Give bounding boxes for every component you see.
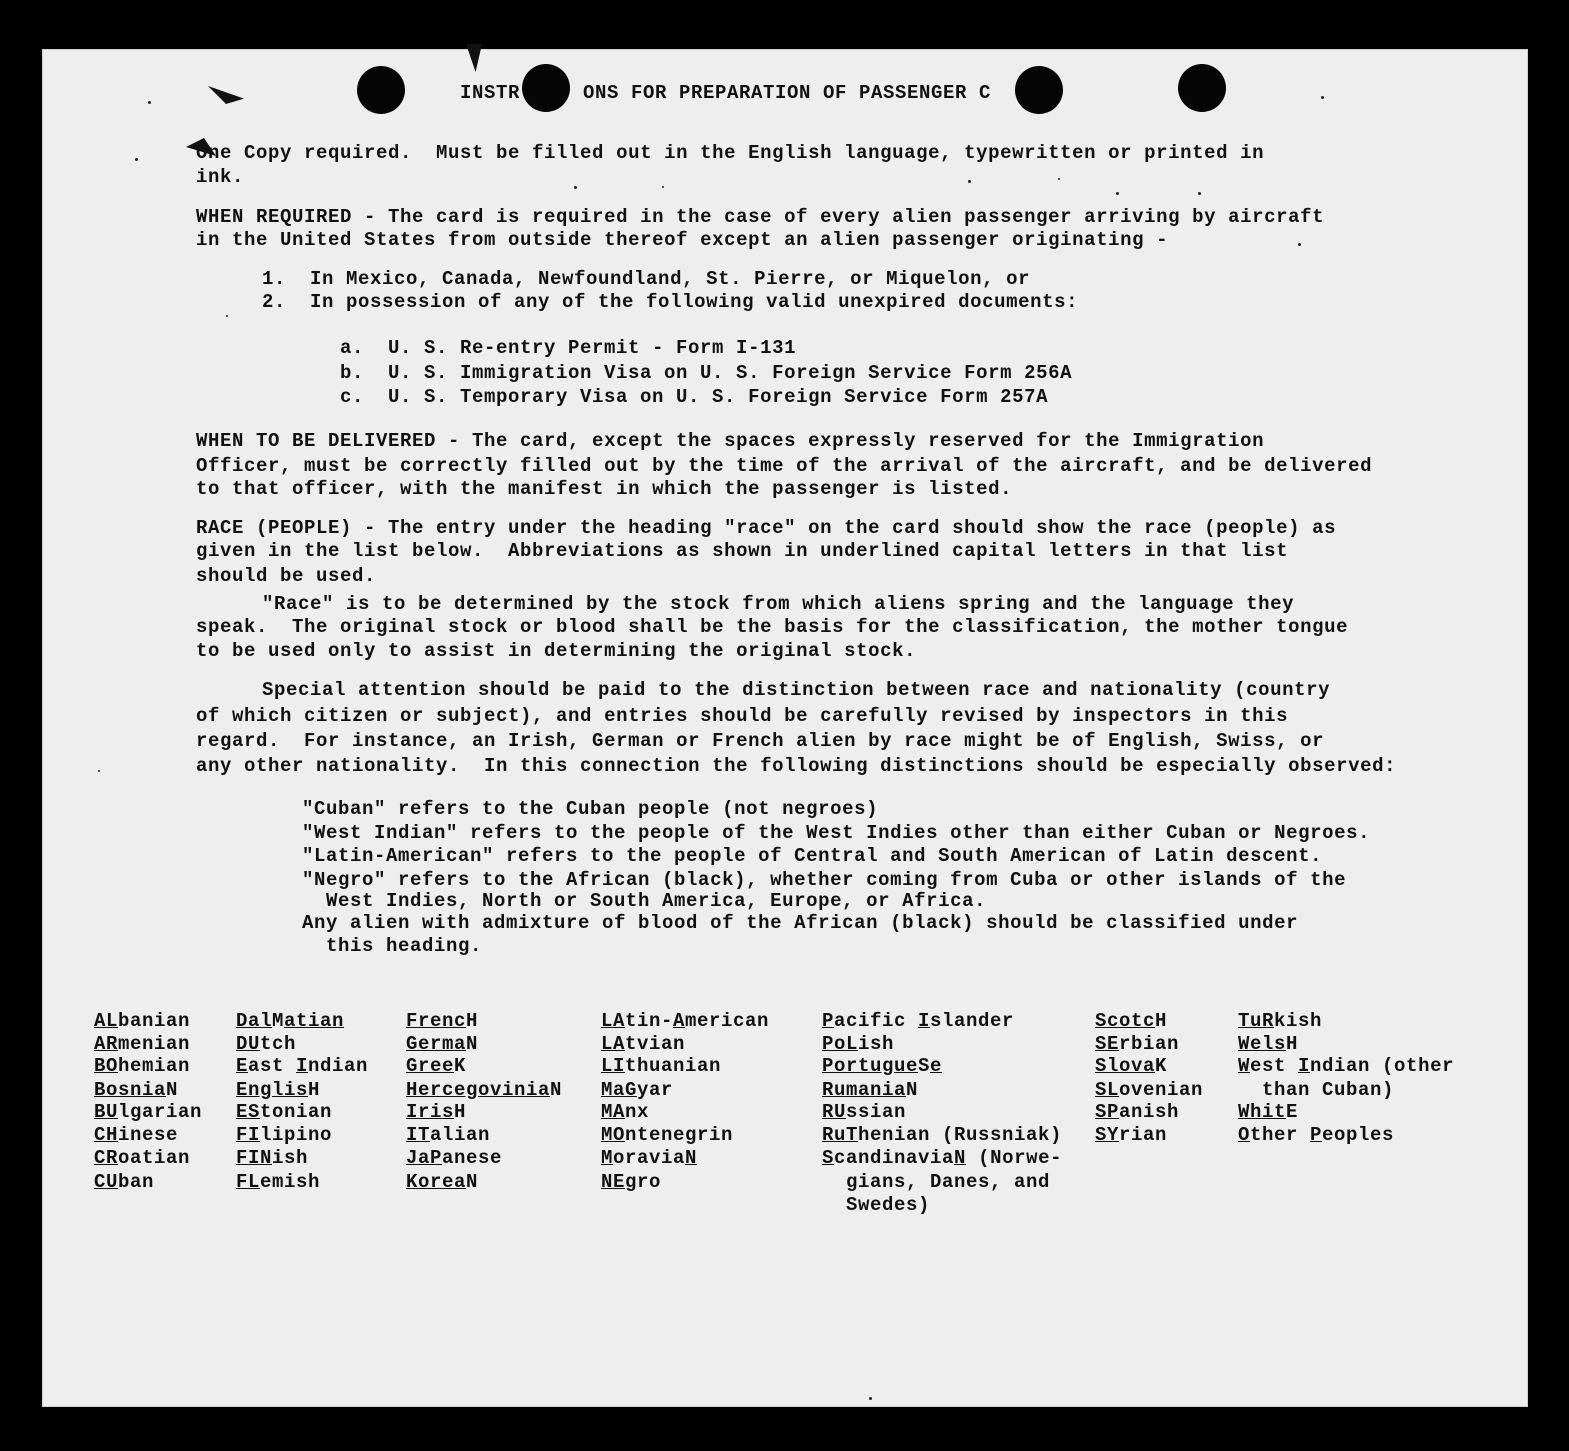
intro-line: One Copy required. Must be filled out in the English language, typewritten or printed in <box>196 142 1265 164</box>
race-name-text: ssian <box>846 1101 907 1123</box>
race-name-text: H <box>1286 1033 1299 1055</box>
race-line: RACE (PEOPLE) - The entry under the heading "race" on the card should show the race (people) as <box>196 517 1337 539</box>
race-name-text: N <box>906 1079 919 1101</box>
race-name-text: rbian <box>1119 1033 1180 1055</box>
abbreviation-letters: e <box>930 1055 943 1077</box>
race-list-item <box>1238 1033 1298 1055</box>
race-name-text: candinavia <box>834 1147 955 1169</box>
abbreviation-letters: FIN <box>236 1147 273 1169</box>
race-list-item <box>822 1010 1014 1032</box>
abbreviation-letters: Frenc <box>406 1010 467 1032</box>
scan-speck <box>869 1397 872 1400</box>
race-name-text: H <box>466 1010 479 1032</box>
race-name-text: kish <box>1274 1010 1323 1032</box>
abbreviation-letters: N <box>954 1147 967 1169</box>
race-list-item <box>236 1147 308 1169</box>
scan-speck <box>98 770 100 772</box>
race-list-item <box>601 1171 661 1193</box>
race-definition-line: "Race" is to be determined by the stock from which aliens spring and the language they <box>262 593 1295 615</box>
abbreviation-letters: FI <box>236 1124 261 1146</box>
abbreviation-letters: LI <box>601 1055 626 1077</box>
race-list-item <box>94 1033 190 1055</box>
abbreviation-letters: Portugue <box>822 1055 919 1077</box>
abbreviation-letters: BU <box>94 1101 119 1123</box>
race-list-item <box>1238 1010 1322 1032</box>
abbreviation-letters: Rumania <box>822 1079 907 1101</box>
race-list-item <box>1095 1010 1167 1032</box>
race-definition-line: to be used only to assist in determining the original stock. <box>196 640 917 662</box>
race-name-text: N <box>466 1171 479 1193</box>
abbreviation-letters: P <box>1310 1124 1323 1146</box>
race-list-item <box>406 1101 466 1123</box>
race-name-text: ast <box>248 1055 297 1077</box>
race-name-text: H <box>454 1101 467 1123</box>
race-name-text: merican <box>685 1010 770 1032</box>
when-required-item: 2. In possession of any of the following valid unexpired documents: <box>262 291 1079 313</box>
abbreviation-letters: Hercegovinia <box>406 1079 551 1101</box>
race-name-text: rian <box>1119 1124 1168 1146</box>
scan-speck <box>226 315 228 317</box>
race-list-item <box>94 1010 190 1032</box>
race-name-text: gro <box>625 1171 662 1193</box>
race-list-item <box>1095 1101 1179 1123</box>
abbreviation-letters: N <box>685 1147 698 1169</box>
abbreviation-letters: SP <box>1095 1101 1120 1123</box>
attention-line: any other nationality. In this connection the following distinctions should be especially observed: <box>196 755 1397 777</box>
document-item: a. U. S. Re-entry Permit - Form I-131 <box>340 337 797 359</box>
scan-speck <box>135 158 138 161</box>
race-name-text: ther <box>1250 1124 1311 1146</box>
abbreviation-letters: Scotc <box>1095 1010 1156 1032</box>
race-list-item <box>236 1171 320 1193</box>
distinction-line: this heading. <box>302 935 483 957</box>
abbreviation-letters: LA <box>601 1010 626 1032</box>
race-list-item <box>822 1124 1062 1146</box>
punch-hole <box>357 66 405 114</box>
race-list-item <box>94 1147 190 1169</box>
document-item: b. U. S. Immigration Visa on U. S. Foreign Service Form 256A <box>340 362 1073 384</box>
scan-speck <box>1298 243 1301 246</box>
distinction-line: "Cuban" refers to the Cuban people (not negroes) <box>302 798 879 820</box>
abbreviation-letters: PoL <box>822 1033 859 1055</box>
race-name-text: H <box>1155 1010 1168 1032</box>
race-name-text: ntenegrin <box>625 1124 734 1146</box>
abbreviation-letters: E <box>236 1055 249 1077</box>
abbreviation-letters: Korea <box>406 1171 467 1193</box>
abbreviation-letters: I <box>918 1010 931 1032</box>
scan-speck <box>1198 192 1201 195</box>
scan-speck <box>1321 96 1324 99</box>
scan-speck <box>662 186 664 188</box>
race-name-text: ish <box>272 1147 309 1169</box>
abbreviation-letters: RU <box>822 1101 847 1123</box>
scan-speck <box>1058 178 1060 180</box>
abbreviation-letters: SE <box>1095 1033 1120 1055</box>
race-list-item <box>1238 1124 1394 1146</box>
race-list-item <box>94 1055 190 1077</box>
abbreviation-letters: W <box>1238 1055 1251 1077</box>
race-name-text: oatian <box>118 1147 191 1169</box>
race-name-text: thuanian <box>625 1055 722 1077</box>
race-list-item <box>406 1010 478 1032</box>
race-name-text: tch <box>260 1033 297 1055</box>
race-list-item <box>822 1194 930 1216</box>
race-name-text: lgarian <box>118 1101 203 1123</box>
abbreviation-letters: Dal <box>236 1010 273 1032</box>
race-name-text: menian <box>118 1033 191 1055</box>
race-name-text: lipino <box>260 1124 333 1146</box>
race-list-item <box>601 1055 721 1077</box>
attention-line: regard. For instance, an Irish, German or French alien by race might be of English, Swiss, or <box>196 730 1325 752</box>
abbreviation-letters: I <box>1298 1055 1311 1077</box>
abbreviation-letters: SL <box>1095 1079 1120 1101</box>
abbreviation-letters: Slova <box>1095 1055 1156 1077</box>
race-name-text: N <box>166 1079 179 1101</box>
race-name-text: than Cuban) <box>1238 1079 1395 1101</box>
race-list-item <box>601 1079 673 1101</box>
race-list-item <box>236 1079 320 1101</box>
abbreviation-letters: Iris <box>406 1101 455 1123</box>
race-list-item <box>94 1079 178 1101</box>
distinction-line: West Indies, North or South America, Europe, or Africa. <box>302 890 987 912</box>
race-name-text: ndian <box>308 1055 369 1077</box>
distinction-line: "Negro" refers to the African (black), whether coming from Cuba or other islands of the <box>302 869 1347 891</box>
abbreviation-letters: atian <box>284 1010 345 1032</box>
page-title-part: INSTR <box>460 82 521 104</box>
document-page <box>42 49 1528 1407</box>
race-name-text: anish <box>1119 1101 1180 1123</box>
race-list-item <box>822 1079 918 1101</box>
abbreviation-letters: JaP <box>406 1147 443 1169</box>
race-line: should be used. <box>196 565 377 587</box>
race-name-text: ish <box>858 1033 895 1055</box>
race-list-item <box>822 1147 1062 1169</box>
race-list-item <box>822 1101 906 1123</box>
race-line: given in the list below. Abbreviations as shown in underlined capital letters in that list <box>196 540 1289 562</box>
intro-line: ink. <box>196 166 245 188</box>
abbreviation-letters: RuT <box>822 1124 859 1146</box>
abbreviation-letters: I <box>296 1055 309 1077</box>
race-name-text: oravia <box>613 1147 686 1169</box>
abbreviation-letters: Englis <box>236 1079 309 1101</box>
race-name-text: hemian <box>118 1055 191 1077</box>
abbreviation-letters: MO <box>601 1124 626 1146</box>
abbreviation-letters: M <box>601 1147 614 1169</box>
race-name-text: ban <box>118 1171 155 1193</box>
race-list-item <box>1238 1055 1454 1077</box>
when-required-line: in the United States from outside thereof except an alien passenger originating - <box>196 229 1169 251</box>
abbreviation-letters: AL <box>94 1010 119 1032</box>
race-name-text: ovenian <box>1119 1079 1204 1101</box>
abbreviation-letters: CH <box>94 1124 119 1146</box>
race-name-text: tvian <box>625 1033 686 1055</box>
when-required-item: 1. In Mexico, Canada, Newfoundland, St. Pierre, or Miquelon, or <box>262 268 1031 290</box>
race-list-item <box>1238 1101 1298 1123</box>
race-list-item <box>406 1055 466 1077</box>
race-list-item <box>601 1124 733 1146</box>
race-name-text: banian <box>118 1010 191 1032</box>
race-list-item <box>601 1101 649 1123</box>
race-name-text: gians, Danes, and <box>822 1171 1051 1193</box>
abbreviation-letters: Germa <box>406 1033 467 1055</box>
race-list-item <box>1095 1033 1179 1055</box>
race-list-item <box>1095 1055 1167 1077</box>
race-name-text: henian (Russniak) <box>858 1124 1063 1146</box>
race-list-item <box>406 1079 562 1101</box>
race-name-text: tonian <box>260 1101 333 1123</box>
abbreviation-letters: Gree <box>406 1055 455 1077</box>
race-name-text: est <box>1250 1055 1299 1077</box>
race-list-item <box>601 1147 697 1169</box>
scan-speck <box>968 180 971 183</box>
punch-hole <box>1178 64 1226 112</box>
race-list-item <box>94 1124 178 1146</box>
race-name-text: K <box>454 1055 467 1077</box>
race-list-item <box>406 1171 478 1193</box>
race-name-text: tin- <box>625 1010 674 1032</box>
abbreviation-letters: MaG <box>601 1079 638 1101</box>
when-delivered-line: WHEN TO BE DELIVERED - The card, except the spaces expressly reserved for the Immigration <box>196 430 1265 452</box>
abbreviation-letters: DU <box>236 1033 261 1055</box>
page-title-part: ONS FOR PREPARATION OF PASSENGER C <box>583 82 992 104</box>
attention-line: Special attention should be paid to the distinction between race and nationality (country <box>262 679 1331 701</box>
document-item: c. U. S. Temporary Visa on U. S. Foreign Service Form 257A <box>340 386 1049 408</box>
race-name-text: K <box>1155 1055 1168 1077</box>
race-name-text: anese <box>442 1147 503 1169</box>
race-name-text: alian <box>430 1124 491 1146</box>
race-name-text: S <box>918 1055 931 1077</box>
race-name-text: N <box>550 1079 563 1101</box>
race-list-item <box>94 1171 154 1193</box>
race-name-text: nx <box>625 1101 650 1123</box>
attention-line: of which citizen or subject), and entries should be carefully revised by inspectors in this <box>196 705 1289 727</box>
abbreviation-letters: LA <box>601 1033 626 1055</box>
race-name-text: slander <box>930 1010 1015 1032</box>
race-list-item <box>822 1055 942 1077</box>
race-list-item <box>94 1101 202 1123</box>
when-required-line: WHEN REQUIRED - The card is required in the case of every alien passenger arriving by aircraft <box>196 206 1325 228</box>
race-list-item <box>406 1033 478 1055</box>
abbreviation-letters: BO <box>94 1055 119 1077</box>
race-list-item <box>1238 1079 1394 1101</box>
abbreviation-letters: CR <box>94 1147 119 1169</box>
race-name-text: acific <box>834 1010 919 1032</box>
race-name-text: E <box>1286 1101 1299 1123</box>
abbreviation-letters: ES <box>236 1101 261 1123</box>
abbreviation-letters: Wels <box>1238 1033 1287 1055</box>
abbreviation-letters: NE <box>601 1171 626 1193</box>
race-list-item <box>601 1010 769 1032</box>
abbreviation-letters: Whit <box>1238 1101 1287 1123</box>
punch-hole <box>522 64 570 112</box>
abbreviation-letters: MA <box>601 1101 626 1123</box>
abbreviation-letters: S <box>822 1147 835 1169</box>
race-list-item <box>601 1033 685 1055</box>
race-list-item <box>1095 1079 1203 1101</box>
abbreviation-letters: A <box>673 1010 686 1032</box>
abbreviation-letters: TuR <box>1238 1010 1275 1032</box>
abbreviation-letters: P <box>822 1010 835 1032</box>
race-name-text: (Norwe- <box>966 1147 1063 1169</box>
abbreviation-letters: Bosnia <box>94 1079 167 1101</box>
scan-speck <box>1116 192 1119 195</box>
race-list-item <box>822 1033 894 1055</box>
race-name-text: inese <box>118 1124 179 1146</box>
scan-speck <box>148 101 151 104</box>
race-list-item <box>1095 1124 1167 1146</box>
abbreviation-letters: O <box>1238 1124 1251 1146</box>
race-definition-line: speak. The original stock or blood shall be the basis for the classification, the mother tongue <box>196 616 1349 638</box>
race-name-text: M <box>272 1010 285 1032</box>
race-list-item <box>406 1124 490 1146</box>
punch-hole <box>1015 66 1063 114</box>
distinction-line: "West Indian" refers to the people of the West Indies other than either Cuban or Negroes. <box>302 822 1371 844</box>
race-name-text: N <box>466 1033 479 1055</box>
abbreviation-letters: IT <box>406 1124 431 1146</box>
abbreviation-letters: FL <box>236 1171 261 1193</box>
scan-speck <box>574 186 577 189</box>
race-list-item <box>236 1055 368 1077</box>
race-name-text: emish <box>260 1171 321 1193</box>
race-list-item <box>236 1124 332 1146</box>
abbreviation-letters: AR <box>94 1033 119 1055</box>
distinction-line: Any alien with admixture of blood of the African (black) should be classified under <box>302 912 1299 934</box>
race-name-text: Swedes) <box>822 1194 931 1216</box>
when-delivered-line: Officer, must be correctly filled out by the time of the arrival of the aircraft, and be delivered <box>196 455 1373 477</box>
race-list-item <box>236 1033 296 1055</box>
abbreviation-letters: CU <box>94 1171 119 1193</box>
race-list-item <box>822 1171 1050 1193</box>
race-list-item <box>236 1010 344 1032</box>
when-delivered-line: to that officer, with the manifest in which the passenger is listed. <box>196 478 1013 500</box>
race-name-text: ndian (other <box>1310 1055 1455 1077</box>
abbreviation-letters: SY <box>1095 1124 1120 1146</box>
race-name-text: yar <box>637 1079 674 1101</box>
race-list-item <box>406 1147 502 1169</box>
race-name-text: eoples <box>1322 1124 1395 1146</box>
distinction-line: "Latin-American" refers to the people of Central and South American of Latin descent. <box>302 845 1323 867</box>
race-list-item <box>236 1101 332 1123</box>
race-name-text: H <box>308 1079 321 1101</box>
